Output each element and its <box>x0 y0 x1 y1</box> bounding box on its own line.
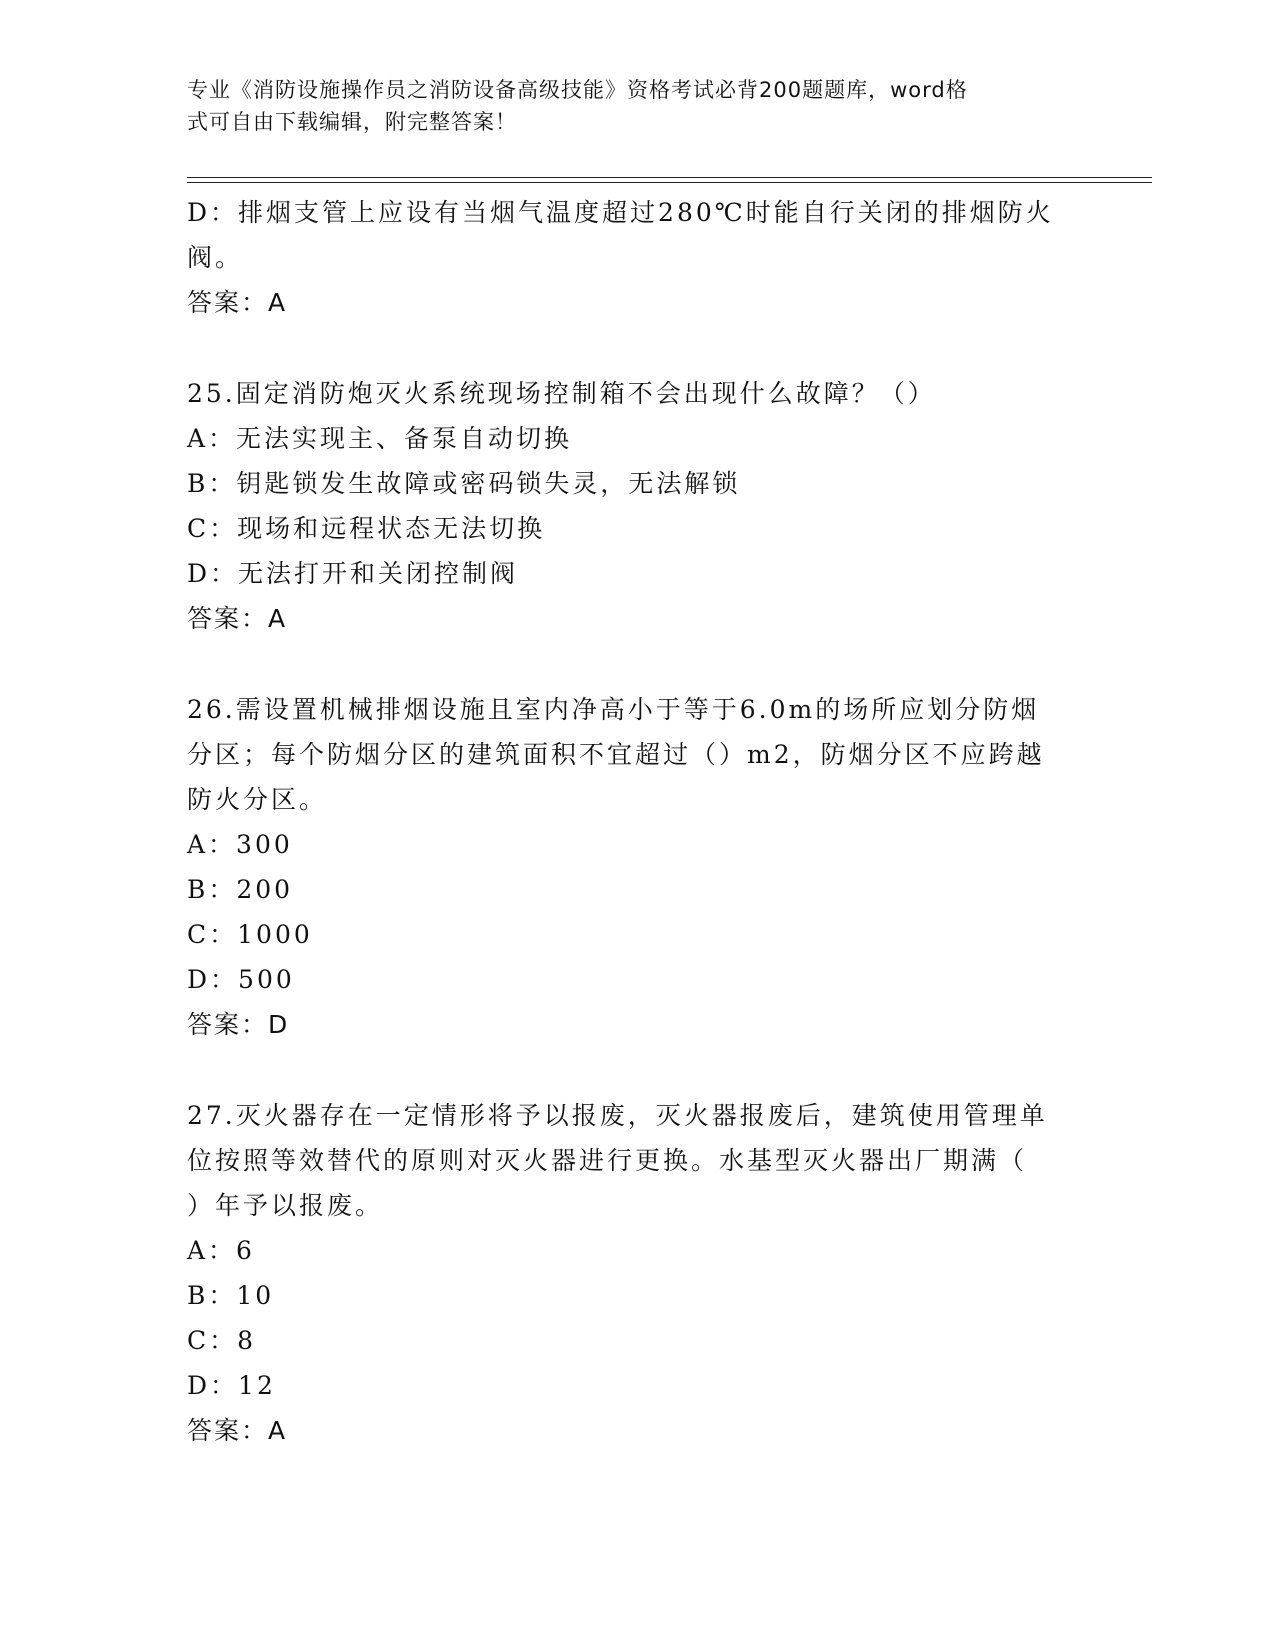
option-c: C：8 <box>187 1326 257 1355</box>
question-stem-line: 27.灭火器存在一定情形将予以报废，灭火器报废后，建筑使用管理单 <box>187 1101 1048 1130</box>
option-a: A：无法实现主、备泵自动切换 <box>187 424 573 453</box>
option-c: C：1000 <box>187 920 313 949</box>
header-title-line-1: 专业《消防设施操作员之消防设备高级技能》资格考试必背200题题库，word格 <box>187 78 968 102</box>
answer: 答案：D <box>187 1010 290 1039</box>
prev-option-d-line-1: D：排烟支管上应设有当烟气温度超过280℃时能自行关闭的排烟防火 <box>187 198 1054 227</box>
question-stem-line: 防火分区。 <box>187 785 328 814</box>
option-d: D：500 <box>187 965 295 994</box>
prev-option-d-line-2: 阀。 <box>187 243 244 272</box>
header-rule-top <box>187 177 1152 178</box>
header-rule-bottom <box>187 182 1152 183</box>
question-stem-line: 26.需设置机械排烟设施且室内净高小于等于6.0m的场所应划分防烟 <box>187 695 1040 724</box>
question-25 <box>187 371 1087 641</box>
option-d: D：12 <box>187 1371 276 1400</box>
option-a: A：6 <box>187 1236 255 1265</box>
option-c: C：现场和远程状态无法切换 <box>187 514 546 543</box>
option-b: B：钥匙锁发生故障或密码锁失灵，无法解锁 <box>187 469 741 498</box>
question-stem-line: 25.固定消防炮灭火系统现场控制箱不会出现什么故障？（） <box>187 379 936 408</box>
answer: 答案：A <box>187 604 288 633</box>
document-header <box>187 74 1067 138</box>
document-body <box>187 190 1087 1453</box>
option-b: B：10 <box>187 1281 275 1310</box>
question-stem-line: 位按照等效替代的原则对灭火器进行更换。水基型灭火器出厂期满（ <box>187 1146 1028 1175</box>
question-stem-line: ）年予以报废。 <box>187 1191 384 1220</box>
option-a: A：300 <box>187 830 293 859</box>
question-27 <box>187 1093 1087 1453</box>
prev-answer: 答案：A <box>187 288 288 317</box>
question-stem-line: 分区；每个防烟分区的建筑面积不宜超过（）m2，防烟分区不应跨越 <box>187 740 1045 769</box>
option-d: D：无法打开和关闭控制阀 <box>187 559 519 588</box>
question-26 <box>187 687 1087 1047</box>
option-b: B：200 <box>187 875 294 904</box>
answer: 答案：A <box>187 1416 288 1445</box>
header-title-line-2: 式可自由下载编辑，附完整答案！ <box>187 110 517 134</box>
